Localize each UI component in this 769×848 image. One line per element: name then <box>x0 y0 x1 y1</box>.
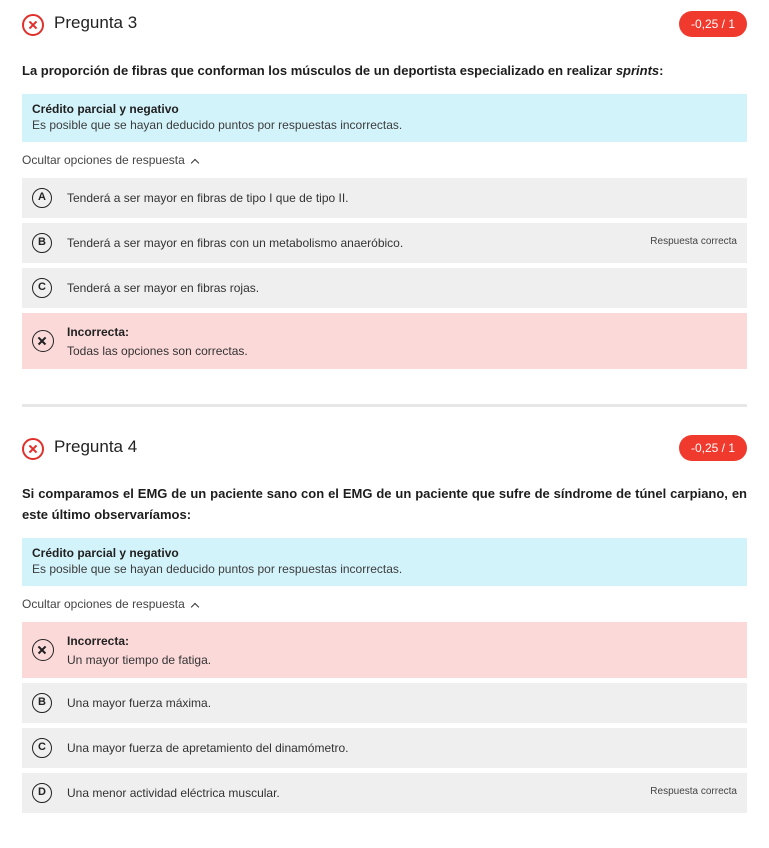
credit-notice <box>22 538 747 586</box>
chevron-up-icon <box>191 603 199 611</box>
incorrect-label: Incorrecta: <box>67 634 130 648</box>
incorrect-icon <box>22 438 44 460</box>
question-title: Pregunta 4 <box>54 437 138 456</box>
question-text: Si comparamos el EMG de un paciente sano con el EMG de un paciente que sufre de síndrome de túnel carpiano, en este último observaríamos: <box>22 486 747 522</box>
option-text: Una mayor fuerza de apretamiento del dinamómetro. <box>67 741 349 755</box>
answer-option-b <box>22 223 747 263</box>
option-text: Tenderá a ser mayor en fibras rojas. <box>67 281 260 295</box>
credit-description: Es posible que se hayan deducido puntos por respuestas incorrectas. <box>32 562 403 576</box>
correct-answer-label: Respuesta correcta <box>650 236 737 247</box>
question-divider <box>22 404 747 407</box>
incorrect-icon <box>22 14 44 36</box>
incorrect-answer-icon <box>32 330 54 352</box>
credit-title: Crédito parcial y negativo <box>32 546 179 560</box>
question-text: La proporción de fibras que conforman los músculos de un deportista especializado en realizar sprints: <box>22 63 664 78</box>
option-text: Tenderá a ser mayor en fibras de tipo I que de tipo II. <box>67 191 349 205</box>
option-text: Una menor actividad eléctrica muscular. <box>67 786 280 800</box>
answer-option-d <box>22 773 747 813</box>
incorrect-answer-icon <box>32 639 54 661</box>
correct-answer-label: Respuesta correcta <box>650 786 737 797</box>
toggle-answer-options[interactable]: Ocultar opciones de respuesta <box>22 151 747 171</box>
letter-b-icon: B <box>32 693 52 713</box>
letter-d-icon: D <box>32 783 52 803</box>
answer-option-a-incorrect <box>22 622 747 678</box>
chevron-up-icon <box>191 159 199 167</box>
letter-a-icon: A <box>32 188 52 208</box>
credit-description: Es posible que se hayan deducido puntos por respuestas incorrectas. <box>32 118 403 132</box>
letter-c-icon: C <box>32 738 52 758</box>
question-3 <box>22 0 747 374</box>
score-badge: -0,25 / 1 <box>679 435 747 461</box>
toggle-answer-options[interactable]: Ocultar opciones de respuesta <box>22 595 747 615</box>
option-text: Un mayor tiempo de fatiga. <box>67 653 212 667</box>
credit-title: Crédito parcial y negativo <box>32 102 179 116</box>
question-header <box>22 424 747 474</box>
answer-option-c <box>22 728 747 768</box>
answer-options <box>22 178 747 369</box>
question-title: Pregunta 3 <box>54 13 138 32</box>
answer-option-d-incorrect <box>22 313 747 369</box>
credit-notice <box>22 94 747 142</box>
option-text: Una mayor fuerza máxima. <box>67 696 212 710</box>
answer-option-a <box>22 178 747 218</box>
score-badge: -0,25 / 1 <box>679 11 747 37</box>
incorrect-label: Incorrecta: <box>67 325 130 339</box>
answer-option-c <box>22 268 747 308</box>
option-text: Tenderá a ser mayor en fibras con un metabolismo anaeróbico. <box>67 236 404 250</box>
letter-b-icon: B <box>32 233 52 253</box>
answer-option-b <box>22 683 747 723</box>
question-header <box>22 0 747 50</box>
option-text: Todas las opciones son correctas. <box>67 344 248 358</box>
answer-options <box>22 622 747 813</box>
question-4 <box>22 424 747 818</box>
letter-c-icon: C <box>32 278 52 298</box>
